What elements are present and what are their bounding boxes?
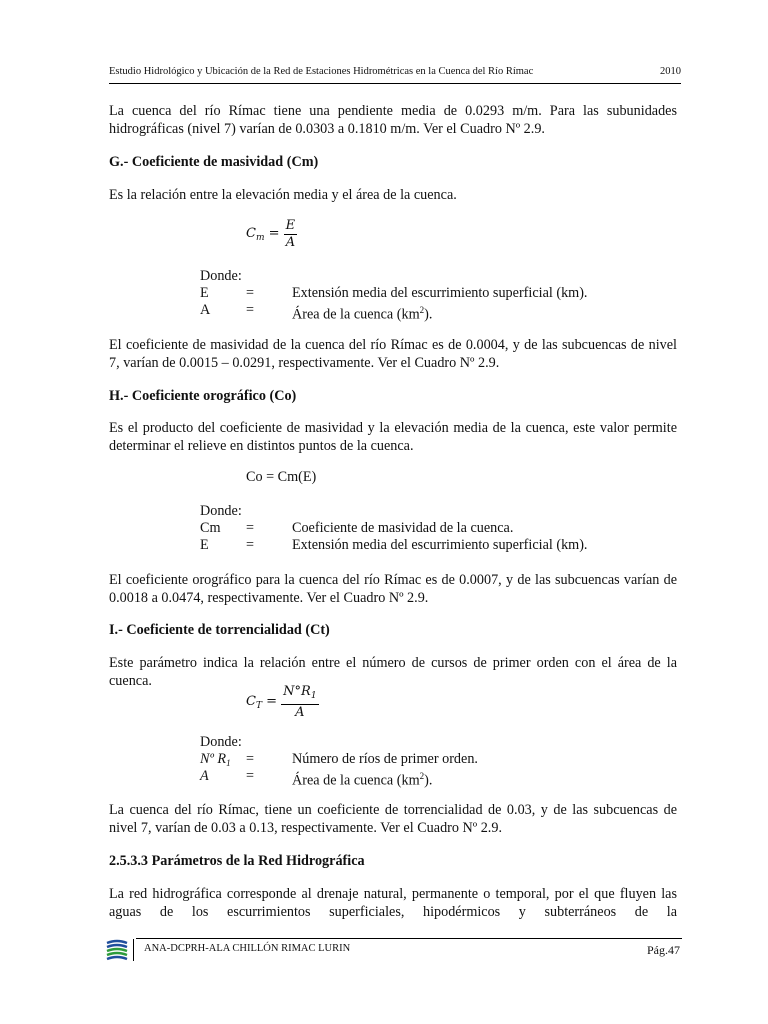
formula-cm: $C_m$ = $\frac{E}{A}$ — [246, 218, 296, 250]
section-h-heading: H.- Coeficiente orográfico (Co) — [109, 388, 297, 404]
formula-co: Co = Cm(E) — [246, 469, 317, 485]
section-g-heading: G.- Coeficiente de masividad (Cm) — [109, 154, 319, 170]
document-page: Estudio Hidrológico y Ubicación de la Red de Estaciones Hidrométricas en la Cuenca del Río Rímac 2010 La cuenca del río Rímac tiene una pendiente media de 0.0293 m/m. Para las subunidades hidrográficas (nivel 7) varían de 0.0303 a 0.1810 m/m. Ver el Cuadro Nº 2.9. G.- Coeficiente de masividad (Cm) Es la relación entre la elevación media y el área de la cuenca. $C_m$ = $\frac{E}{A}$ Donde: E = Extensión media del escurrimiento superficial (km). A = Área de la cuenca $(km^2)$. El coeficiente de masividad de la cuenca del río Rímac es de 0.0004, y de las subcuencas de nivel 7, varían de 0.0015 – 0.0291, respectivamente. Ver el Cuadro Nº 2.9. H.- Coeficiente orográfico (Co) Es el producto del coeficiente de masividad y la elevación media de la cuenca, este valor permite determinar el relieve en distintos puntos de la cuenca. Co = Cm(E) Donde: Cm = Coeficiente de masividad de la cuenca. E = Extensión media del escurrimiento superficial (km). El coeficiente orográfico para la cuenca del río Rímac es de 0.0007, y de las subcuencas varían de 0.0018 a 0.0474, respectivamente. Ver el Cuadro Nº 2.9. I.- Coeficiente de torrencialidad (Ct) Este parámetro indica la relación entre el número de cursos de primer orden con el área de la cuenca. $C_T$ = $\frac{N^\circ R_1}{A}$ Donde: Nº $R_1$ = Número de ríos de primer orden. A = Área de la cuenca $(km^2)$. La cuenca del río Rímac, tiene un coeficiente de torrencialidad de 0.03, y de las subcuencas de nivel 7, varían de 0.03 a 0.13, respectivamente. Ver el Cuadro Nº 2.9. 2.5.3.3 Parámetros de la Red Hidrográfica La red hidrográfica corresponde al drenaje natural, permanente o temporal, por el que fluyen las aguas de los escurrimientos superficiales, hipodérmicos y subterráneos de la ANA-DCPRH-ALA CHILLÓN RIMAC LURIN Pág.47 — [0, 0, 768, 1024]
footer-divider — [133, 939, 134, 961]
section-h-result: El coeficiente orográfico para la cuenca del río Rímac es de 0.0007, y de las subcuencas varían de 0.0018 a 0.0474, respectivamente. Ver el Cuadro Nº 2.9. — [109, 572, 677, 606]
section-red-text: La red hidrográfica corresponde al drenaje natural, permanente o temporal, por el que fluyen las aguas de los escurrimientos superficiales, hipodérmicos y subterráneos de la — [109, 886, 677, 920]
header-title: Estudio Hidrológico y Ubicación de la Red de Estaciones Hidrométricas en la Cuenca del Río Rímac — [109, 66, 534, 77]
ana-logo-icon — [104, 939, 130, 961]
section-g-result: El coeficiente de masividad de la cuenca del río Rímac es de 0.0004, y de las subcuencas de nivel 7, varían de 0.0015 – 0.0291, respectivamente. Ver el Cuadro Nº 2.9. — [109, 337, 677, 371]
section-red-heading: 2.5.3.3 Parámetros de la Red Hidrográfica — [109, 853, 365, 869]
section-g-text: Es la relación entre la elevación media y el área de la cuenca. — [109, 187, 457, 203]
section-i-heading: I.- Coeficiente de torrencialidad (Ct) — [109, 622, 330, 638]
section-i-result: La cuenca del río Rímac, tiene un coeficiente de torrencialidad de 0.03, y de las subcuencas de nivel 7, varían de 0.03 a 0.13, respectivamente. Ver el Cuadro Nº 2.9. — [109, 802, 677, 836]
header-rule — [109, 83, 681, 84]
section-i-text: Este parámetro indica la relación entre el número de cursos de primer orden con el área de la cuenca. — [109, 655, 677, 689]
formula-ct: $C_T$ = $\frac{N^\circ R_1}{A}$ — [246, 684, 317, 720]
footer-rule — [136, 938, 682, 939]
section-h-text: Es el producto del coeficiente de masividad y la elevación media de la cuenca, este valor permite determinar el relieve en distintos puntos de la cuenca. — [109, 420, 677, 454]
section-h-donde: Donde: — [200, 503, 242, 519]
footer-org: ANA-DCPRH-ALA CHILLÓN RIMAC LURIN — [144, 943, 351, 954]
intro-paragraph: La cuenca del río Rímac tiene una pendiente media de 0.0293 m/m. Para las subunidades hidrográficas (nivel 7) varían de 0.0303 a 0.1810 m/m. Ver el Cuadro Nº 2.9. — [109, 103, 677, 137]
page-number: Pág.47 — [647, 943, 680, 957]
section-g-donde: Donde: — [200, 268, 242, 284]
section-i-donde: Donde: — [200, 734, 242, 750]
header-year: 2010 — [660, 66, 681, 77]
